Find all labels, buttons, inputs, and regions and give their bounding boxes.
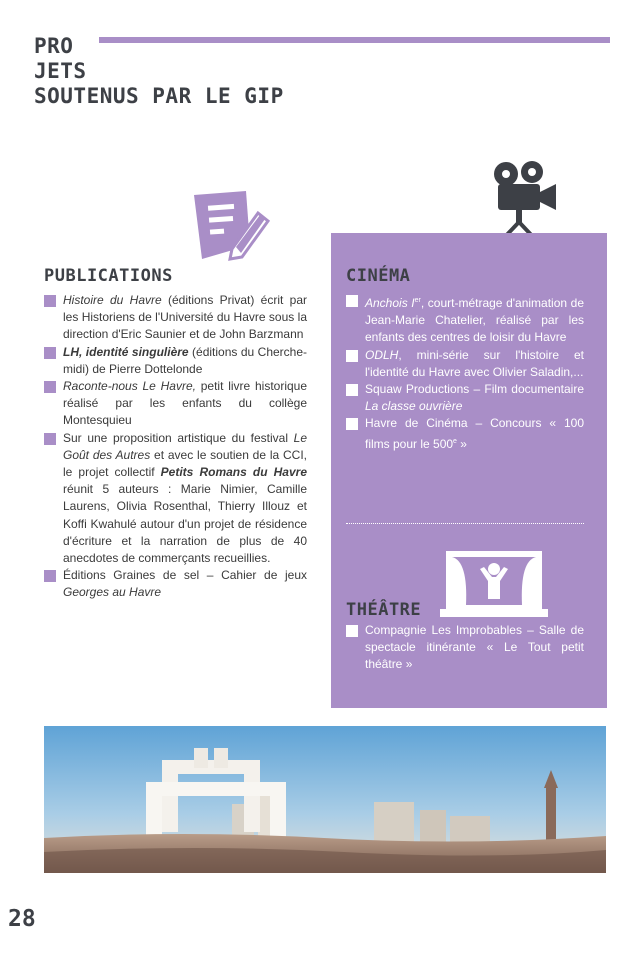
title-line-3: SOUTENUS PAR LE GIP: [34, 84, 284, 108]
cinema-list: [346, 292, 584, 453]
list-item: Raconte-nous Le Havre, petit livre historique réalisé par les enfants du collège Montesquieu: [44, 378, 307, 430]
bullet-square: [44, 381, 56, 393]
list-item: Histoire du Havre (éditions Privat) écrit par les Historiens de l'Université du Havre sous la direction d'Eric Saunier et de John Barzmann: [44, 292, 307, 344]
film-camera-icon: [488, 160, 564, 240]
bullet-square: [44, 433, 56, 445]
title-accent-bar: [99, 37, 610, 43]
theatre-stage-icon: [438, 547, 550, 619]
publications-heading: PUBLICATIONS: [44, 266, 173, 286]
list-item: Éditions Graines de sel – Cahier de jeux Georges au Havre: [44, 567, 307, 601]
title-line-1: PRO: [34, 34, 74, 58]
list-item: LH, identité singulière (éditions du Cherche-midi) de Pierre Dottelonde: [44, 344, 307, 378]
list-item: Squaw Productions – Film documentaire La classe ouvrière: [346, 381, 584, 415]
list-item: Havre de Cinéma – Concours « 100 films pour le 500e »: [346, 415, 584, 452]
section-divider: [346, 523, 584, 524]
page-number: 28: [8, 906, 36, 932]
bullet-square: [346, 295, 358, 307]
publications-list: [44, 292, 307, 602]
cinema-heading: CINÉMA: [346, 266, 411, 286]
list-item: ODLH, mini-série sur l'histoire et l'identité du Havre avec Olivier Saladin,...: [346, 347, 584, 381]
bullet-square: [346, 418, 358, 430]
bullet-square: [44, 295, 56, 307]
title-line-2: JETS: [34, 59, 87, 83]
bullet-square: [44, 570, 56, 582]
le-havre-skyline-photo: [44, 726, 606, 873]
bullet-square: [44, 347, 56, 359]
page-title: [34, 34, 284, 109]
bullet-square: [346, 625, 358, 637]
list-item: Compagnie Les Improbables – Salle de spectacle itinérante « Le Tout petit théâtre »: [346, 622, 584, 674]
list-item: Sur une proposition artistique du festival Le Goût des Autres et avec le soutien de la CCI, le projet collectif Petits Romans du Havre réunit 5 auteurs : Marie Nimier, Camille Laurens, Olivia Rosenthal, Thierry Illouz et Koffi Kwahulé autour d'un projet de résidence d'écriture et la narration de plus de 40 anecdotes de commerçants recueillies.: [44, 430, 307, 568]
theatre-heading: THÉÂTRE: [346, 600, 422, 620]
bullet-square: [346, 384, 358, 396]
theatre-list: [346, 622, 584, 674]
edit-document-icon: [188, 187, 274, 267]
bullet-square: [346, 350, 358, 362]
list-item: Anchois Ier, court-métrage d'animation de Jean-Marie Chatelier, réalisé par les enfants des centres de loisir du Havre: [346, 292, 584, 347]
